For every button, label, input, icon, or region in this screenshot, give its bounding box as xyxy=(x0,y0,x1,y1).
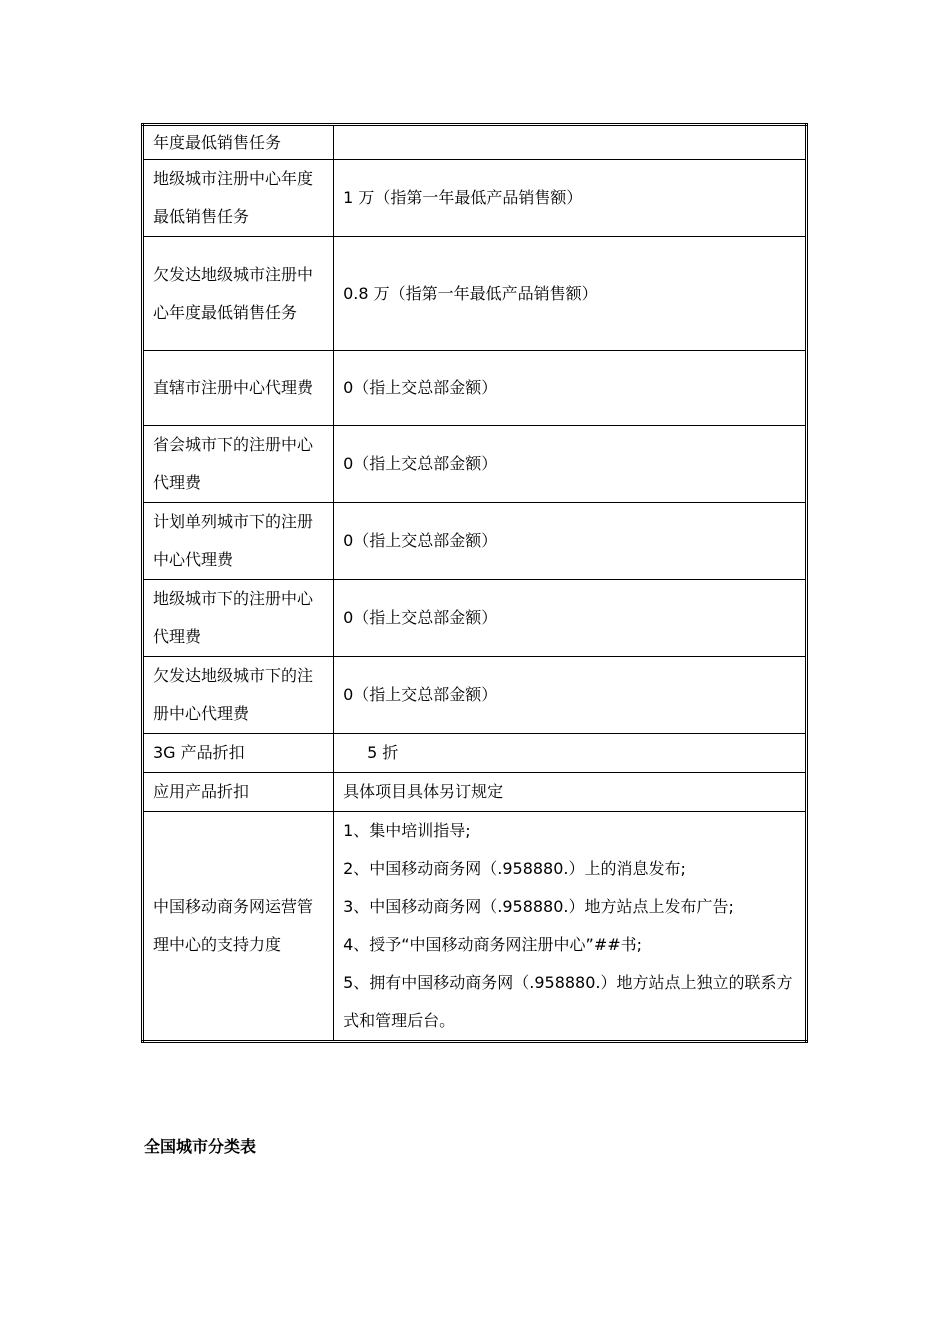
row-label: 3G 产品折扣 xyxy=(143,734,334,773)
row-value: 5 折 xyxy=(334,734,807,773)
table-row xyxy=(143,503,807,580)
table-row xyxy=(143,237,807,351)
row-value: 0.8 万（指第一年最低产品销售额） xyxy=(334,237,807,351)
requirements-table xyxy=(141,123,808,1043)
table-row xyxy=(143,773,807,812)
table-row xyxy=(143,580,807,657)
row-value: 0（指上交总部金额） xyxy=(334,580,807,657)
table-row xyxy=(143,812,807,1042)
row-label: 地级城市下的注册中心代理费 xyxy=(143,580,334,657)
row-value: 0（指上交总部金额） xyxy=(334,351,807,426)
row-label: 应用产品折扣 xyxy=(143,773,334,812)
support-item: 5、拥有中国移动商务网（.958880.）地方站点上独立的联系方式和管理后台。 xyxy=(343,973,793,1030)
section-heading: 全国城市分类表 xyxy=(144,1137,257,1156)
table-row xyxy=(143,657,807,734)
row-value: 具体项目具体另订规定 xyxy=(334,773,807,812)
support-item: 2、中国移动商务网（.958880.）上的消息发布; xyxy=(343,859,686,878)
support-label: 中国移动商务网运营管理中心的支持力度 xyxy=(143,812,334,1042)
row-label: 欠发达地级城市注册中心年度最低销售任务 xyxy=(143,237,334,351)
row-value: 0（指上交总部金额） xyxy=(334,503,807,580)
row-value xyxy=(334,125,807,160)
row-value: 0（指上交总部金额） xyxy=(334,657,807,734)
row-label: 欠发达地级城市下的注册中心代理费 xyxy=(143,657,334,734)
row-label: 地级城市注册中心年度最低销售任务 xyxy=(143,160,334,237)
row-label: 年度最低销售任务 xyxy=(143,125,334,160)
support-list xyxy=(334,812,807,1042)
row-label: 直辖市注册中心代理费 xyxy=(143,351,334,426)
table-row xyxy=(143,426,807,503)
row-label: 省会城市下的注册中心代理费 xyxy=(143,426,334,503)
table-row xyxy=(143,351,807,426)
support-item: 4、授予“中国移动商务网注册中心”##书; xyxy=(343,935,643,954)
row-value: 1 万（指第一年最低产品销售额） xyxy=(334,160,807,237)
table-row xyxy=(143,734,807,773)
row-label: 计划单列城市下的注册中心代理费 xyxy=(143,503,334,580)
table-row xyxy=(143,160,807,237)
support-item: 1、集中培训指导; xyxy=(343,821,471,840)
row-value: 0（指上交总部金额） xyxy=(334,426,807,503)
support-item: 3、中国移动商务网（.958880.）地方站点上发布广告; xyxy=(343,897,734,916)
table-row xyxy=(143,125,807,160)
